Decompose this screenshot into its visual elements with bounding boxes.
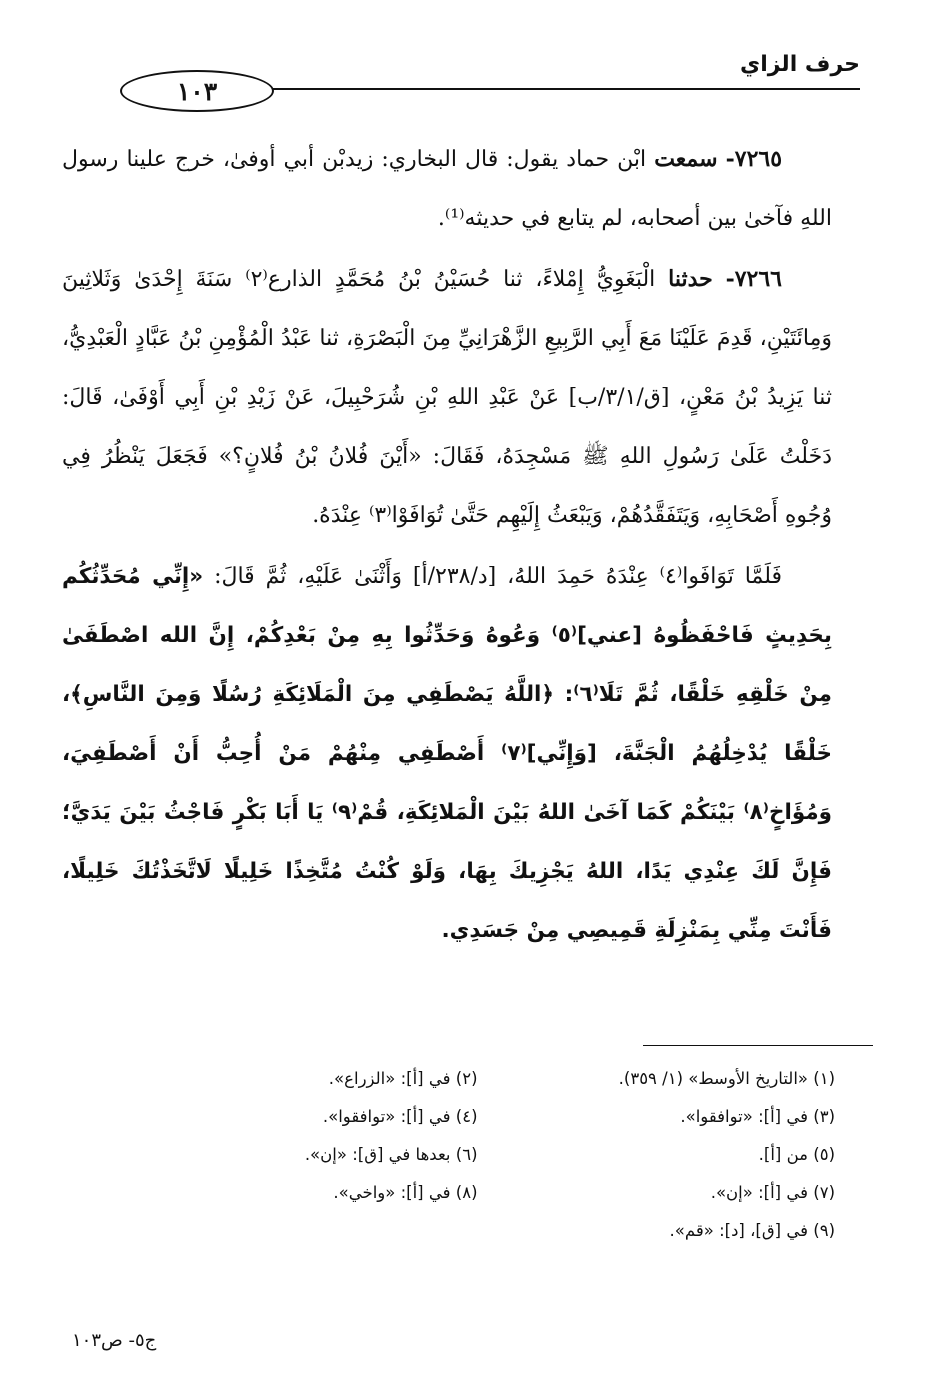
footnote: (٦) بعدها في [ق]: «إن». bbox=[304, 1145, 478, 1164]
volume-page-reference: ج٥- ص١٠٣ bbox=[72, 1330, 157, 1351]
hadith-text: «إِنِّي مُحَدِّثُكُم بِحَدِيثٍ فَاحْفَظُوهُ [عني]⁽٥⁾ وَعُوهُ وَحَدِّثُوا بِهِ مِنْ بَعْدِكُمْ، إِنَّ الله اصْطَفَىٰ مِنْ خَلْقِهِ خَلْقًا، ثُمَّ تَلَا⁽٦⁾: ﴿اللَّهُ يَصْطَفِي مِنَ الْمَلَائِكَةِ رُسُلًا وَمِنَ النَّاسِ﴾، خَلْقًا يُدْخِلُهُمُ الْجَنَّةَ، [وَإِنِّي]⁽٧⁾ أَصْطَفِي مِنْهُمْ مَنْ أُحِبُّ أَنْ أَصْطَفِيَ، وَمُؤَاخٍ⁽٨⁾ بَيْنَكُمْ كَمَا آخَىٰ اللهُ بَيْنَ الْمَلائِكَةِ، قُمْ⁽٩⁾ يَا أَبَا بَكْرٍ فَاجْثُ بَيْنَ يَدَيَّ؛ فَإِنَّ لَكَ عِنْدِي يَدًا، اللهُ يَجْزِيكَ بِهَا، وَلَوْ كُنْتُ مُتَّخِذًا خَلِيلًا لَاتَّخَذْتُكَ خَلِيلًا، فَأَنْتَ مِنِّي بِمَنْزِلَةِ قَمِيصِي مِنْ جَسَدِي. bbox=[62, 564, 832, 943]
chapter-title: حرف الزاي bbox=[740, 52, 860, 77]
paragraph-text: الْبَغَوِيُّ إِمْلاءً، ثنا حُسَيْنُ بْنُ مُحَمَّدٍ الذارع⁽٢⁾ سَنَةَ إِحْدَىٰ وَثَلاثِينَ وَمِائَتَيْنِ، قَدِمَ عَلَيْنَا مَعَ أَبِي الرَّبِيعِ الزَّهْرَانِيِّ مِنَ الْبَصْرَةِ، ثنا عَبْدُ الْمُؤْمِنِ بْنُ عَبَّادٍ الْعَبْدِيُّ، ثنا يَزِيدُ بْنُ مَعْنٍ، [ق/٣/١/ب] عَنْ عَبْدِ اللهِ بْنِ شُرَحْبِيلَ، عَنْ زَيْدِ بْنِ أَبِي أَوْفَىٰ، قَالَ: دَخَلْتُ عَلَىٰ رَسُولِ اللهِ ﷺ مَسْجِدَهُ، فَقَالَ: «أَيْنَ فُلانُ بْنُ فُلانٍ؟» فَجَعَلَ يَنْظُرُ فِي وُجُوهِ أَصْحَابِهِ، وَيَتَفَقَّدُهُمْ، وَيَبْعَثُ إِلَيْهِم حَتَّىٰ تُوَافَوْا⁽٣⁾ عِنْدَهُ. bbox=[62, 267, 832, 528]
footnote: (٣) في [أ]: «توافقوا». bbox=[680, 1107, 835, 1126]
footnote-rule bbox=[643, 1045, 873, 1046]
footnote: (٧) في [أ]: «إن». bbox=[710, 1183, 835, 1202]
paragraph-7265 bbox=[62, 130, 832, 248]
footnote: (١) «التاريخ الأوسط» (١/ ٣٥٩). bbox=[618, 1069, 835, 1088]
paragraph-7266 bbox=[62, 250, 832, 545]
page-number-badge: ١٠٣ bbox=[120, 70, 274, 112]
footnote: (٨) في [أ]: «واخي». bbox=[333, 1183, 478, 1202]
footnote: (٩) في [ق]، [د]: «قم». bbox=[669, 1221, 835, 1240]
lead-word: سمعت bbox=[654, 146, 718, 172]
lead-word: حدثنا bbox=[668, 266, 713, 292]
paragraph-text: ابْن حماد يقول: قال البخاري: زيدبْن أبي أوفىٰ، خرج علينا رسول اللهِ فآخىٰ بين أصحابه، لم يتابع في حديثه⁽¹⁾. bbox=[62, 147, 832, 231]
footnote: (٢) في [أ]: «الزراع». bbox=[328, 1069, 478, 1088]
hadith-number: ٧٢٦٦- bbox=[725, 266, 782, 292]
footnote: (٤) في [أ]: «توافقوا». bbox=[322, 1107, 478, 1126]
page-header bbox=[60, 40, 860, 120]
paragraph-continuation bbox=[62, 547, 832, 960]
hadith-number: ٧٢٦٥- bbox=[725, 146, 783, 172]
paragraph-text: فَلَمَّا تَوَافَوا⁽٤⁾ عِنْدَهُ حَمِدَ اللهُ، [د/٢٣٨/أ] وَأَثْنَىٰ عَلَيْهِ، ثُمَّ قَالَ: bbox=[203, 564, 782, 589]
footnote: (٥) من [أ]. bbox=[758, 1145, 835, 1164]
footnotes bbox=[160, 1060, 835, 1250]
main-text bbox=[62, 130, 832, 962]
